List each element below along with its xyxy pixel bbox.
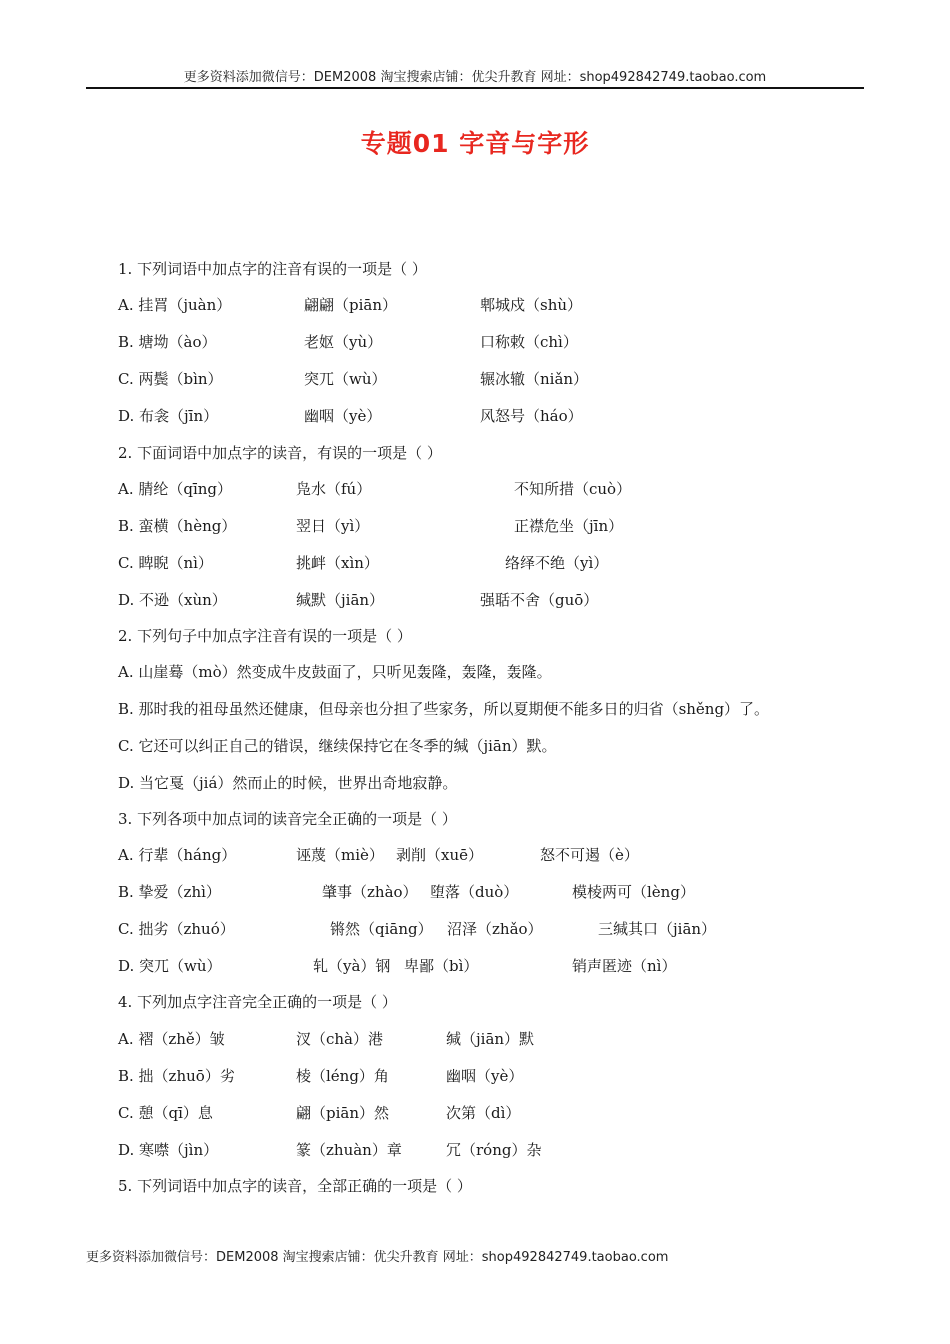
q4-option-b-3: 堕落（duò） [430, 883, 519, 901]
q2-option-c-2: 挑衅（xìn） [296, 554, 379, 572]
q2-option-d-2: 缄默（jiān） [296, 591, 385, 609]
q5-option-b-3: 幽咽（yè） [446, 1067, 524, 1085]
q2-option-c-1: C. 睥睨（nì） [118, 554, 213, 572]
q5-option-a-2: 汊（chà）港 [296, 1030, 384, 1048]
q3-option-a: A. 山崖蓦（mò）然变成牛皮鼓面了，只听见轰隆，轰隆，轰隆。 [118, 663, 552, 681]
q4-option-c-3: 沼泽（zhǎo） [447, 920, 543, 938]
q4-option-d-4: 销声匿迹（nì） [572, 957, 677, 975]
q5-option-c-3: 次第（dì） [446, 1104, 521, 1122]
q2-option-b-1: B. 蛮横（hèng） [118, 517, 237, 535]
q5-option-d-1: D. 寒噤（jìn） [118, 1141, 219, 1159]
q5-option-a-3: 缄（jiān）默 [446, 1030, 535, 1048]
q1-option-c-1: C. 两鬓（bìn） [118, 370, 223, 388]
q2-option-b-3: 正襟危坐（jīn） [514, 517, 624, 535]
page-header: 更多资料添加微信号：DEM2008 淘宝搜索店铺：优尖升教育 网址：shop492842749.taobao.com [183, 70, 767, 85]
question-6: 5. 下列词语中加点字的读音，全部正确的一项是（ ） [118, 1177, 472, 1195]
q4-option-b-1: B. 挚爱（zhì） [118, 883, 221, 901]
q4-option-d-2: 轧（yà）钢 [313, 957, 391, 975]
q5-option-b-2: 棱（léng）角 [296, 1067, 389, 1085]
q3-option-c: C. 它还可以纠正自己的错误，继续保持它在冬季的缄（jiān）默。 [118, 737, 557, 755]
q1-option-d-1: D. 布衾（jīn） [118, 407, 219, 425]
q3-option-d: D. 当它戛（jiá）然而止的时候，世界出奇地寂静。 [118, 774, 458, 792]
q2-option-a-1: A. 腈纶（qīng） [118, 480, 233, 498]
q2-option-d-3: 强聒不舍（guō） [480, 591, 599, 609]
q4-option-a-3: 剥削（xuē） [396, 846, 483, 864]
q1-option-c-3: 辗冰辙（niǎn） [480, 370, 589, 388]
question-2: 2. 下面词语中加点字的读音，有误的一项是（ ） [118, 444, 442, 462]
q2-option-a-3: 不知所措（cuò） [514, 480, 632, 498]
question-4: 3. 下列各项中加点词的读音完全正确的一项是（ ） [118, 810, 457, 828]
q1-option-b-3: 口称敕（chì） [480, 333, 578, 351]
q1-option-b-1: B. 塘坳（ào） [118, 333, 217, 351]
question-5: 4. 下列加点字注音完全正确的一项是（ ） [118, 993, 397, 1011]
page-footer: 更多资料添加微信号：DEM2008 淘宝搜索店铺：优尖升教育 网址：shop492842749.taobao.com [86, 1250, 669, 1265]
page-title: 专题01 字音与字形 [360, 129, 590, 158]
q4-option-b-2: 肇事（zhào） [322, 883, 418, 901]
q5-option-a-1: A. 褶（zhě）皱 [118, 1030, 225, 1048]
q4-option-c-2: 锵然（qiāng） [330, 920, 433, 938]
q5-option-d-2: 篆（zhuàn）章 [296, 1141, 402, 1159]
q2-option-a-2: 凫水（fú） [296, 480, 372, 498]
q5-option-b-1: B. 拙（zhuō）劣 [118, 1067, 235, 1085]
q5-option-c-2: 翩（piān）然 [296, 1104, 390, 1122]
q1-option-c-2: 突兀（wù） [304, 370, 387, 388]
q1-option-d-3: 风怒号（háo） [480, 407, 583, 425]
q4-option-c-1: C. 拙劣（zhuó） [118, 920, 235, 938]
question-1: 1. 下列词语中加点字的注音有误的一项是（ ） [118, 260, 427, 278]
question-3: 2. 下列句子中加点字注音有误的一项是（ ） [118, 627, 412, 645]
header-divider [86, 87, 864, 89]
q4-option-c-4: 三缄其口（jiān） [598, 920, 717, 938]
q4-option-a-2: 诬蔑（miè） [296, 846, 384, 864]
q1-option-a-1: A. 挂罥（juàn） [118, 296, 232, 314]
q4-option-a-1: A. 行辈（háng） [118, 846, 237, 864]
q4-option-b-4: 模棱两可（lèng） [572, 883, 695, 901]
q4-option-a-4: 怒不可遏（è） [540, 846, 639, 864]
q1-option-b-2: 老妪（yù） [304, 333, 383, 351]
q2-option-b-2: 翌日（yì） [296, 517, 370, 535]
q4-option-d-1: D. 突兀（wù） [118, 957, 222, 975]
q5-option-c-1: C. 憩（qī）息 [118, 1104, 213, 1122]
q2-option-d-1: D. 不逊（xùn） [118, 591, 227, 609]
q1-option-d-2: 幽咽（yè） [304, 407, 382, 425]
q3-option-b: B. 那时我的祖母虽然还健康，但母亲也分担了些家务，所以夏期便不能多日的归省（shěng）了。 [118, 700, 770, 718]
q1-option-a-3: 郫城戍（shù） [480, 296, 583, 314]
q2-option-c-3: 络绎不绝（yì） [505, 554, 609, 572]
q5-option-d-3: 冗（róng）杂 [446, 1141, 542, 1159]
q1-option-a-2: 翩翩（piān） [304, 296, 398, 314]
q4-option-d-3: 卑鄙（bì） [404, 957, 479, 975]
